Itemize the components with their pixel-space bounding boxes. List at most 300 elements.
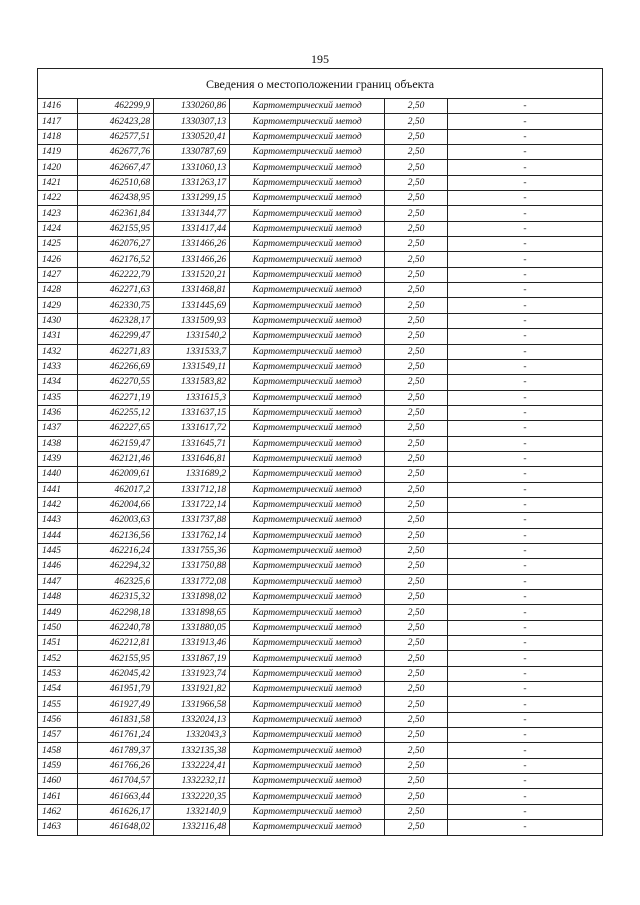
accuracy-cell: 2,50 — [385, 375, 448, 390]
y-coordinate-cell: 1332224,41 — [154, 758, 230, 773]
accuracy-cell: 2,50 — [385, 421, 448, 436]
x-coordinate-cell: 462438,95 — [78, 191, 154, 206]
method-cell: Картометрический метод — [230, 283, 385, 298]
x-coordinate-cell: 462136,56 — [78, 528, 154, 543]
x-coordinate-cell: 462330,75 — [78, 298, 154, 313]
y-coordinate-cell: 1331060,13 — [154, 160, 230, 175]
accuracy-cell: 2,50 — [385, 206, 448, 221]
y-coordinate-cell: 1331637,15 — [154, 405, 230, 420]
accuracy-cell: 2,50 — [385, 313, 448, 328]
x-coordinate-cell: 462155,95 — [78, 651, 154, 666]
method-cell: Картометрический метод — [230, 436, 385, 451]
table-title: Сведения о местоположении границ объекта — [37, 68, 603, 98]
y-coordinate-cell: 1330260,86 — [154, 99, 230, 114]
y-coordinate-cell: 1331509,93 — [154, 313, 230, 328]
point-number-cell: 1463 — [38, 820, 78, 835]
table-row — [38, 344, 603, 359]
point-number-cell: 1435 — [38, 390, 78, 405]
y-coordinate-cell: 1332232,11 — [154, 774, 230, 789]
x-coordinate-cell: 461648,02 — [78, 820, 154, 835]
table-row — [38, 605, 603, 620]
accuracy-cell: 2,50 — [385, 451, 448, 466]
accuracy-cell: 2,50 — [385, 252, 448, 267]
accuracy-cell: 2,50 — [385, 820, 448, 835]
table-row — [38, 528, 603, 543]
y-coordinate-cell: 1331689,2 — [154, 467, 230, 482]
x-coordinate-cell: 462003,63 — [78, 513, 154, 528]
accuracy-cell: 2,50 — [385, 682, 448, 697]
point-number-cell: 1429 — [38, 298, 78, 313]
description-cell: - — [447, 252, 602, 267]
point-number-cell: 1431 — [38, 329, 78, 344]
point-number-cell: 1454 — [38, 682, 78, 697]
y-coordinate-cell: 1330307,13 — [154, 114, 230, 129]
point-number-cell: 1448 — [38, 590, 78, 605]
accuracy-cell: 2,50 — [385, 237, 448, 252]
y-coordinate-cell: 1331762,14 — [154, 528, 230, 543]
method-cell: Картометрический метод — [230, 482, 385, 497]
method-cell: Картометрический метод — [230, 313, 385, 328]
point-number-cell: 1442 — [38, 497, 78, 512]
accuracy-cell: 2,50 — [385, 543, 448, 558]
description-cell: - — [447, 728, 602, 743]
description-cell: - — [447, 390, 602, 405]
accuracy-cell: 2,50 — [385, 497, 448, 512]
accuracy-cell: 2,50 — [385, 405, 448, 420]
point-number-cell: 1434 — [38, 375, 78, 390]
x-coordinate-cell: 462315,32 — [78, 590, 154, 605]
table-row — [38, 590, 603, 605]
accuracy-cell: 2,50 — [385, 436, 448, 451]
y-coordinate-cell: 1331520,21 — [154, 267, 230, 282]
method-cell: Картометрический метод — [230, 298, 385, 313]
x-coordinate-cell: 462159,47 — [78, 436, 154, 451]
description-cell: - — [447, 329, 602, 344]
point-number-cell: 1428 — [38, 283, 78, 298]
point-number-cell: 1450 — [38, 620, 78, 635]
x-coordinate-cell: 462667,47 — [78, 160, 154, 175]
accuracy-cell: 2,50 — [385, 513, 448, 528]
method-cell: Картометрический метод — [230, 590, 385, 605]
table-row — [38, 666, 603, 681]
table-row — [38, 574, 603, 589]
method-cell: Картометрический метод — [230, 559, 385, 574]
table-row — [38, 451, 603, 466]
y-coordinate-cell: 1331712,18 — [154, 482, 230, 497]
x-coordinate-cell: 462271,19 — [78, 390, 154, 405]
method-cell: Картометрический метод — [230, 666, 385, 681]
method-cell: Картометрический метод — [230, 451, 385, 466]
description-cell: - — [447, 221, 602, 236]
table-row — [38, 467, 603, 482]
method-cell: Картометрический метод — [230, 804, 385, 819]
point-number-cell: 1457 — [38, 728, 78, 743]
y-coordinate-cell: 1332220,35 — [154, 789, 230, 804]
accuracy-cell: 2,50 — [385, 605, 448, 620]
method-cell: Картометрический метод — [230, 221, 385, 236]
method-cell: Картометрический метод — [230, 175, 385, 190]
method-cell: Картометрический метод — [230, 99, 385, 114]
table-row — [38, 482, 603, 497]
x-coordinate-cell: 462328,17 — [78, 313, 154, 328]
y-coordinate-cell: 1331913,46 — [154, 636, 230, 651]
accuracy-cell: 2,50 — [385, 620, 448, 635]
method-cell: Картометрический метод — [230, 467, 385, 482]
description-cell: - — [447, 375, 602, 390]
accuracy-cell: 2,50 — [385, 221, 448, 236]
description-cell: - — [447, 758, 602, 773]
y-coordinate-cell: 1330520,41 — [154, 129, 230, 144]
table-row — [38, 375, 603, 390]
description-cell: - — [447, 636, 602, 651]
table-row — [38, 313, 603, 328]
point-number-cell: 1451 — [38, 636, 78, 651]
y-coordinate-cell: 1331966,58 — [154, 697, 230, 712]
x-coordinate-cell: 462299,47 — [78, 329, 154, 344]
description-cell: - — [447, 789, 602, 804]
y-coordinate-cell: 1331646,81 — [154, 451, 230, 466]
method-cell: Картометрический метод — [230, 743, 385, 758]
description-cell: - — [447, 666, 602, 681]
description-cell: - — [447, 191, 602, 206]
description-cell: - — [447, 206, 602, 221]
method-cell: Картометрический метод — [230, 758, 385, 773]
y-coordinate-cell: 1331549,11 — [154, 359, 230, 374]
accuracy-cell: 2,50 — [385, 99, 448, 114]
point-number-cell: 1438 — [38, 436, 78, 451]
description-cell: - — [447, 482, 602, 497]
description-cell: - — [447, 298, 602, 313]
method-cell: Картометрический метод — [230, 191, 385, 206]
y-coordinate-cell: 1331750,88 — [154, 559, 230, 574]
point-number-cell: 1422 — [38, 191, 78, 206]
method-cell: Картометрический метод — [230, 636, 385, 651]
table-row — [38, 283, 603, 298]
y-coordinate-cell: 1331583,82 — [154, 375, 230, 390]
point-number-cell: 1449 — [38, 605, 78, 620]
accuracy-cell: 2,50 — [385, 160, 448, 175]
accuracy-cell: 2,50 — [385, 267, 448, 282]
y-coordinate-cell: 1330787,69 — [154, 145, 230, 160]
description-cell: - — [447, 267, 602, 282]
x-coordinate-cell: 461766,26 — [78, 758, 154, 773]
point-number-cell: 1437 — [38, 421, 78, 436]
y-coordinate-cell: 1331466,26 — [154, 237, 230, 252]
x-coordinate-cell: 462510,68 — [78, 175, 154, 190]
x-coordinate-cell: 462176,52 — [78, 252, 154, 267]
description-cell: - — [447, 160, 602, 175]
table-row — [38, 421, 603, 436]
accuracy-cell: 2,50 — [385, 298, 448, 313]
method-cell: Картометрический метод — [230, 513, 385, 528]
description-cell: - — [447, 313, 602, 328]
x-coordinate-cell: 462271,63 — [78, 283, 154, 298]
x-coordinate-cell: 462216,24 — [78, 543, 154, 558]
description-cell: - — [447, 497, 602, 512]
y-coordinate-cell: 1331755,36 — [154, 543, 230, 558]
description-cell: - — [447, 129, 602, 144]
y-coordinate-cell: 1331540,2 — [154, 329, 230, 344]
table-row — [38, 436, 603, 451]
method-cell: Картометрический метод — [230, 543, 385, 558]
method-cell: Картометрический метод — [230, 620, 385, 635]
description-cell: - — [447, 590, 602, 605]
description-cell: - — [447, 99, 602, 114]
x-coordinate-cell: 462076,27 — [78, 237, 154, 252]
accuracy-cell: 2,50 — [385, 344, 448, 359]
method-cell: Картометрический метод — [230, 528, 385, 543]
x-coordinate-cell: 461951,79 — [78, 682, 154, 697]
x-coordinate-cell: 462155,95 — [78, 221, 154, 236]
method-cell: Картометрический метод — [230, 267, 385, 282]
method-cell: Картометрический метод — [230, 145, 385, 160]
accuracy-cell: 2,50 — [385, 590, 448, 605]
point-number-cell: 1427 — [38, 267, 78, 282]
x-coordinate-cell: 462004,66 — [78, 497, 154, 512]
description-cell: - — [447, 620, 602, 635]
y-coordinate-cell: 1331445,69 — [154, 298, 230, 313]
table-row — [38, 405, 603, 420]
table-row — [38, 252, 603, 267]
method-cell: Картометрический метод — [230, 820, 385, 835]
method-cell: Картометрический метод — [230, 344, 385, 359]
table-row — [38, 774, 603, 789]
y-coordinate-cell: 1331772,08 — [154, 574, 230, 589]
method-cell: Картометрический метод — [230, 789, 385, 804]
table-row — [38, 221, 603, 236]
accuracy-cell: 2,50 — [385, 467, 448, 482]
method-cell: Картометрический метод — [230, 114, 385, 129]
point-number-cell: 1417 — [38, 114, 78, 129]
y-coordinate-cell: 1332116,48 — [154, 820, 230, 835]
method-cell: Картометрический метод — [230, 129, 385, 144]
method-cell: Картометрический метод — [230, 375, 385, 390]
x-coordinate-cell: 461761,24 — [78, 728, 154, 743]
table-row — [38, 329, 603, 344]
table-row — [38, 267, 603, 282]
accuracy-cell: 2,50 — [385, 390, 448, 405]
coordinates-table — [37, 98, 603, 836]
point-number-cell: 1458 — [38, 743, 78, 758]
method-cell: Картометрический метод — [230, 712, 385, 727]
y-coordinate-cell: 1331880,05 — [154, 620, 230, 635]
x-coordinate-cell: 462294,32 — [78, 559, 154, 574]
table-row — [38, 191, 603, 206]
x-coordinate-cell: 462577,51 — [78, 129, 154, 144]
y-coordinate-cell: 1332024,13 — [154, 712, 230, 727]
method-cell: Картометрический метод — [230, 697, 385, 712]
x-coordinate-cell: 462212,81 — [78, 636, 154, 651]
table-row — [38, 99, 603, 114]
y-coordinate-cell: 1331898,65 — [154, 605, 230, 620]
description-cell: - — [447, 467, 602, 482]
y-coordinate-cell: 1331617,72 — [154, 421, 230, 436]
description-cell: - — [447, 774, 602, 789]
accuracy-cell: 2,50 — [385, 191, 448, 206]
y-coordinate-cell: 1331466,26 — [154, 252, 230, 267]
description-cell: - — [447, 513, 602, 528]
table-row — [38, 620, 603, 635]
accuracy-cell: 2,50 — [385, 758, 448, 773]
accuracy-cell: 2,50 — [385, 574, 448, 589]
description-cell: - — [447, 697, 602, 712]
method-cell: Картометрический метод — [230, 405, 385, 420]
point-number-cell: 1439 — [38, 451, 78, 466]
method-cell: Картометрический метод — [230, 421, 385, 436]
description-cell: - — [447, 421, 602, 436]
table-row — [38, 298, 603, 313]
x-coordinate-cell: 461704,57 — [78, 774, 154, 789]
table-row — [38, 697, 603, 712]
x-coordinate-cell: 462009,61 — [78, 467, 154, 482]
x-coordinate-cell: 461831,58 — [78, 712, 154, 727]
point-number-cell: 1461 — [38, 789, 78, 804]
accuracy-cell: 2,50 — [385, 774, 448, 789]
accuracy-cell: 2,50 — [385, 145, 448, 160]
accuracy-cell: 2,50 — [385, 359, 448, 374]
description-cell: - — [447, 528, 602, 543]
y-coordinate-cell: 1332135,38 — [154, 743, 230, 758]
table-row — [38, 145, 603, 160]
table-row — [38, 728, 603, 743]
point-number-cell: 1440 — [38, 467, 78, 482]
page-number: 195 — [311, 52, 329, 66]
accuracy-cell: 2,50 — [385, 482, 448, 497]
accuracy-cell: 2,50 — [385, 283, 448, 298]
x-coordinate-cell: 462298,18 — [78, 605, 154, 620]
x-coordinate-cell: 461789,37 — [78, 743, 154, 758]
y-coordinate-cell: 1331645,71 — [154, 436, 230, 451]
x-coordinate-cell: 462677,76 — [78, 145, 154, 160]
x-coordinate-cell: 462017,2 — [78, 482, 154, 497]
description-cell: - — [447, 574, 602, 589]
point-number-cell: 1416 — [38, 99, 78, 114]
y-coordinate-cell: 1331533,7 — [154, 344, 230, 359]
x-coordinate-cell: 462121,46 — [78, 451, 154, 466]
description-cell: - — [447, 651, 602, 666]
x-coordinate-cell: 462361,84 — [78, 206, 154, 221]
point-number-cell: 1423 — [38, 206, 78, 221]
description-cell: - — [447, 559, 602, 574]
table-row — [38, 636, 603, 651]
table-row — [38, 820, 603, 835]
method-cell: Картометрический метод — [230, 605, 385, 620]
point-number-cell: 1418 — [38, 129, 78, 144]
point-number-cell: 1426 — [38, 252, 78, 267]
point-number-cell: 1460 — [38, 774, 78, 789]
method-cell: Картометрический метод — [230, 390, 385, 405]
point-number-cell: 1459 — [38, 758, 78, 773]
accuracy-cell: 2,50 — [385, 528, 448, 543]
x-coordinate-cell: 462266,69 — [78, 359, 154, 374]
description-cell: - — [447, 820, 602, 835]
description-cell: - — [447, 436, 602, 451]
x-coordinate-cell: 461663,44 — [78, 789, 154, 804]
description-cell: - — [447, 114, 602, 129]
point-number-cell: 1443 — [38, 513, 78, 528]
y-coordinate-cell: 1331344,77 — [154, 206, 230, 221]
point-number-cell: 1436 — [38, 405, 78, 420]
y-coordinate-cell: 1331923,74 — [154, 666, 230, 681]
table-row — [38, 206, 603, 221]
accuracy-cell: 2,50 — [385, 329, 448, 344]
point-number-cell: 1446 — [38, 559, 78, 574]
table-row — [38, 175, 603, 190]
x-coordinate-cell: 462270,55 — [78, 375, 154, 390]
table-row — [38, 743, 603, 758]
method-cell: Картометрический метод — [230, 252, 385, 267]
method-cell: Картометрический метод — [230, 651, 385, 666]
method-cell: Картометрический метод — [230, 359, 385, 374]
x-coordinate-cell: 462240,78 — [78, 620, 154, 635]
accuracy-cell: 2,50 — [385, 728, 448, 743]
x-coordinate-cell: 462325,6 — [78, 574, 154, 589]
x-coordinate-cell: 461927,49 — [78, 697, 154, 712]
description-cell: - — [447, 605, 602, 620]
accuracy-cell: 2,50 — [385, 804, 448, 819]
table-body — [38, 99, 603, 836]
x-coordinate-cell: 462227,65 — [78, 421, 154, 436]
x-coordinate-cell: 462255,12 — [78, 405, 154, 420]
table-row — [38, 390, 603, 405]
point-number-cell: 1425 — [38, 237, 78, 252]
y-coordinate-cell: 1332043,3 — [154, 728, 230, 743]
description-cell: - — [447, 344, 602, 359]
accuracy-cell: 2,50 — [385, 651, 448, 666]
method-cell: Картометрический метод — [230, 774, 385, 789]
point-number-cell: 1441 — [38, 482, 78, 497]
accuracy-cell: 2,50 — [385, 666, 448, 681]
description-cell: - — [447, 237, 602, 252]
method-cell: Картометрический метод — [230, 237, 385, 252]
table-row — [38, 758, 603, 773]
description-cell: - — [447, 405, 602, 420]
accuracy-cell: 2,50 — [385, 559, 448, 574]
point-number-cell: 1433 — [38, 359, 78, 374]
method-cell: Картометрический метод — [230, 574, 385, 589]
accuracy-cell: 2,50 — [385, 175, 448, 190]
point-number-cell: 1462 — [38, 804, 78, 819]
table-row — [38, 513, 603, 528]
description-cell: - — [447, 451, 602, 466]
x-coordinate-cell: 461626,17 — [78, 804, 154, 819]
table-row — [38, 682, 603, 697]
description-cell: - — [447, 682, 602, 697]
table-row — [38, 359, 603, 374]
description-cell: - — [447, 804, 602, 819]
table-row — [38, 804, 603, 819]
table-row — [38, 559, 603, 574]
table-row — [38, 237, 603, 252]
accuracy-cell: 2,50 — [385, 114, 448, 129]
accuracy-cell: 2,50 — [385, 743, 448, 758]
y-coordinate-cell: 1331299,15 — [154, 191, 230, 206]
y-coordinate-cell: 1331867,19 — [154, 651, 230, 666]
method-cell: Картометрический метод — [230, 206, 385, 221]
method-cell: Картометрический метод — [230, 329, 385, 344]
coordinates-sheet — [37, 68, 603, 836]
x-coordinate-cell: 462299,9 — [78, 99, 154, 114]
description-cell: - — [447, 712, 602, 727]
y-coordinate-cell: 1331898,02 — [154, 590, 230, 605]
method-cell: Картометрический метод — [230, 682, 385, 697]
point-number-cell: 1452 — [38, 651, 78, 666]
accuracy-cell: 2,50 — [385, 697, 448, 712]
x-coordinate-cell: 462222,79 — [78, 267, 154, 282]
y-coordinate-cell: 1331615,3 — [154, 390, 230, 405]
description-cell: - — [447, 283, 602, 298]
table-row — [38, 543, 603, 558]
